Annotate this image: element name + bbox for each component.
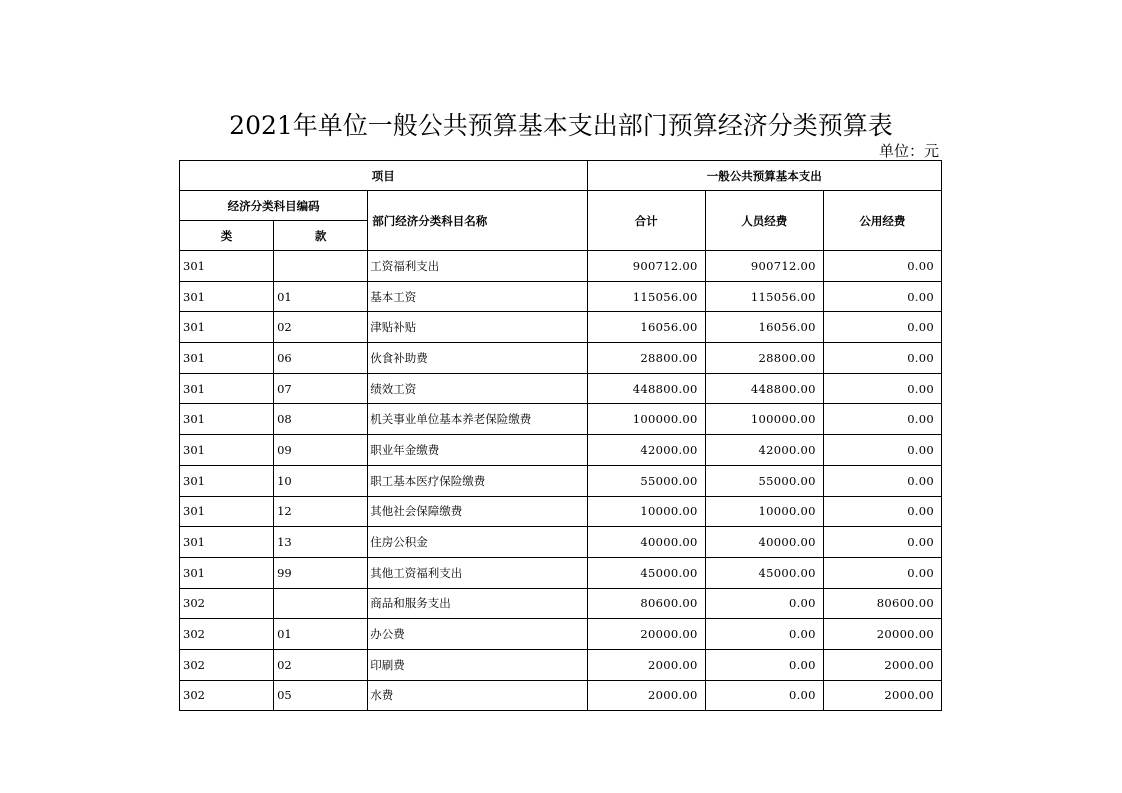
header-public: 公用经费 xyxy=(823,191,941,251)
cell-section: 02 xyxy=(274,649,368,680)
cell-category: 301 xyxy=(180,281,274,312)
cell-category: 301 xyxy=(180,404,274,435)
cell-section: 09 xyxy=(274,435,368,466)
table-row xyxy=(180,435,942,466)
unit-label: 单位：元 xyxy=(878,142,939,160)
cell-name: 住房公积金 xyxy=(368,527,587,558)
header-section: 款 xyxy=(274,221,368,251)
header-dept-name: 部门经济分类科目名称 xyxy=(368,191,587,251)
cell-category: 301 xyxy=(180,557,274,588)
cell-section xyxy=(274,251,368,282)
cell-category: 301 xyxy=(180,312,274,343)
cell-name: 印刷费 xyxy=(368,649,587,680)
cell-personnel: 55000.00 xyxy=(705,465,823,496)
cell-category: 302 xyxy=(180,649,274,680)
cell-category: 302 xyxy=(180,680,274,711)
cell-name: 职业年金缴费 xyxy=(368,435,587,466)
cell-personnel: 10000.00 xyxy=(705,496,823,527)
cell-name: 绩效工资 xyxy=(368,373,587,404)
cell-section: 10 xyxy=(274,465,368,496)
cell-personnel: 900712.00 xyxy=(705,251,823,282)
cell-public: 0.00 xyxy=(823,496,941,527)
cell-category: 301 xyxy=(180,496,274,527)
cell-total: 448800.00 xyxy=(587,373,705,404)
cell-category: 302 xyxy=(180,619,274,650)
cell-total: 16056.00 xyxy=(587,312,705,343)
cell-public: 0.00 xyxy=(823,465,941,496)
cell-public: 80600.00 xyxy=(823,588,941,619)
cell-name: 其他社会保障缴费 xyxy=(368,496,587,527)
cell-section: 08 xyxy=(274,404,368,435)
table-row xyxy=(180,557,942,588)
header-category: 类 xyxy=(180,221,274,251)
cell-public: 0.00 xyxy=(823,557,941,588)
cell-personnel: 448800.00 xyxy=(705,373,823,404)
cell-name: 职工基本医疗保险缴费 xyxy=(368,465,587,496)
cell-public: 20000.00 xyxy=(823,619,941,650)
cell-total: 80600.00 xyxy=(587,588,705,619)
cell-category: 301 xyxy=(180,465,274,496)
cell-personnel: 0.00 xyxy=(705,588,823,619)
cell-section: 12 xyxy=(274,496,368,527)
cell-public: 0.00 xyxy=(823,343,941,374)
table-row xyxy=(180,465,942,496)
cell-public: 2000.00 xyxy=(823,649,941,680)
cell-section: 02 xyxy=(274,312,368,343)
header-personnel: 人员经费 xyxy=(705,191,823,251)
cell-public: 0.00 xyxy=(823,435,941,466)
table-row xyxy=(180,373,942,404)
cell-public: 0.00 xyxy=(823,312,941,343)
table-row xyxy=(180,496,942,527)
cell-total: 40000.00 xyxy=(587,527,705,558)
header-econ-code: 经济分类科目编码 xyxy=(180,191,368,221)
cell-name: 办公费 xyxy=(368,619,587,650)
cell-total: 2000.00 xyxy=(587,680,705,711)
cell-section: 05 xyxy=(274,680,368,711)
budget-table xyxy=(179,160,942,711)
cell-public: 2000.00 xyxy=(823,680,941,711)
cell-section: 01 xyxy=(274,281,368,312)
cell-section: 13 xyxy=(274,527,368,558)
cell-personnel: 0.00 xyxy=(705,619,823,650)
cell-personnel: 45000.00 xyxy=(705,557,823,588)
cell-name: 商品和服务支出 xyxy=(368,588,587,619)
table-row xyxy=(180,343,942,374)
cell-personnel: 100000.00 xyxy=(705,404,823,435)
cell-section: 99 xyxy=(274,557,368,588)
cell-category: 301 xyxy=(180,435,274,466)
cell-total: 900712.00 xyxy=(587,251,705,282)
table-row xyxy=(180,404,942,435)
cell-section: 06 xyxy=(274,343,368,374)
cell-personnel: 115056.00 xyxy=(705,281,823,312)
cell-total: 28800.00 xyxy=(587,343,705,374)
cell-total: 100000.00 xyxy=(587,404,705,435)
cell-section: 07 xyxy=(274,373,368,404)
cell-personnel: 28800.00 xyxy=(705,343,823,374)
cell-total: 42000.00 xyxy=(587,435,705,466)
table-row xyxy=(180,619,942,650)
cell-personnel: 42000.00 xyxy=(705,435,823,466)
cell-personnel: 40000.00 xyxy=(705,527,823,558)
cell-category: 301 xyxy=(180,251,274,282)
cell-name: 工资福利支出 xyxy=(368,251,587,282)
table-row xyxy=(180,251,942,282)
cell-personnel: 16056.00 xyxy=(705,312,823,343)
cell-total: 45000.00 xyxy=(587,557,705,588)
cell-total: 2000.00 xyxy=(587,649,705,680)
cell-public: 0.00 xyxy=(823,373,941,404)
header-total: 合计 xyxy=(587,191,705,251)
page-title: 2021年单位一般公共预算基本支出部门预算经济分类预算表 xyxy=(229,111,893,140)
cell-name: 基本工资 xyxy=(368,281,587,312)
cell-total: 55000.00 xyxy=(587,465,705,496)
cell-name: 机关事业单位基本养老保险缴费 xyxy=(368,404,587,435)
cell-category: 302 xyxy=(180,588,274,619)
cell-section xyxy=(274,588,368,619)
table-row xyxy=(180,281,942,312)
cell-section: 01 xyxy=(274,619,368,650)
cell-total: 20000.00 xyxy=(587,619,705,650)
cell-name: 伙食补助费 xyxy=(368,343,587,374)
cell-public: 0.00 xyxy=(823,281,941,312)
cell-public: 0.00 xyxy=(823,251,941,282)
header-general-budget: 一般公共预算基本支出 xyxy=(587,161,941,191)
cell-public: 0.00 xyxy=(823,527,941,558)
table-row xyxy=(180,680,942,711)
cell-name: 津贴补贴 xyxy=(368,312,587,343)
cell-public: 0.00 xyxy=(823,404,941,435)
table-row xyxy=(180,649,942,680)
cell-personnel: 0.00 xyxy=(705,649,823,680)
cell-name: 水费 xyxy=(368,680,587,711)
cell-total: 10000.00 xyxy=(587,496,705,527)
table-row xyxy=(180,527,942,558)
cell-category: 301 xyxy=(180,373,274,404)
cell-name: 其他工资福利支出 xyxy=(368,557,587,588)
table-row xyxy=(180,588,942,619)
cell-personnel: 0.00 xyxy=(705,680,823,711)
table-row xyxy=(180,312,942,343)
cell-category: 301 xyxy=(180,527,274,558)
cell-category: 301 xyxy=(180,343,274,374)
header-item: 项目 xyxy=(180,161,588,191)
cell-total: 115056.00 xyxy=(587,281,705,312)
